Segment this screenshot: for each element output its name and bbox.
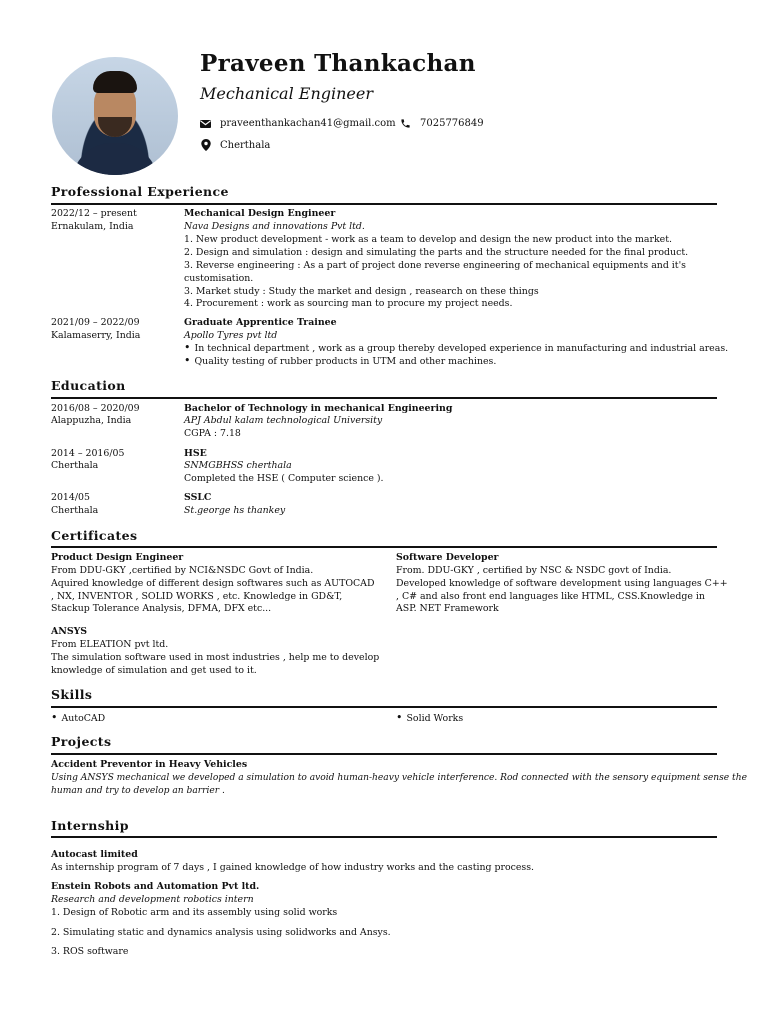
certificate-line: From. DDU-GKY , certified by NSC & NSDC govt of India. [396,565,672,576]
section-divider [51,546,717,548]
project-description-line: human and try to develop an barrier . [51,786,225,796]
experience-org: Apollo Tyres pvt ltd [184,330,278,341]
experience-date: 2021/09 – 2022/09 [51,317,140,328]
section-title-experience: Professional Experience [51,184,229,199]
education-school: SNMGBHSS cherthala [184,460,292,471]
certificate-line: ASP. NET Framework [396,603,499,614]
internship-company: Enstein Robots and Automation Pvt ltd. [51,881,260,892]
experience-line: 3. Market study : Study the market and design , reasearch on these things [184,286,539,297]
experience-line: 3. Reverse engineering : As a part of project done reverse engineering of mechanical equipments and it's [184,260,686,271]
certificate-line: Aquired knowledge of different design softwares such as AUTOCAD [51,578,375,589]
education-date: 2016/08 – 2020/09 [51,403,140,414]
section-title-certificates: Certificates [51,528,138,543]
experience-date: 2022/12 – present [51,208,137,219]
profile-photo [52,57,178,175]
skill-item: • Solid Works [396,712,463,726]
education-place: Alappuzha, India [51,415,132,426]
section-title-skills: Skills [51,687,93,702]
certificate-line: Developed knowledge of software development using languages C++ [396,578,728,589]
certificate-line: Stackup Tolerance Analysis, DFMA, DFX etc... [51,603,272,614]
certificate-name: Software Developer [396,552,499,563]
education-date: 2014 – 2016/05 [51,448,125,459]
skill-item: • AutoCAD [51,712,105,726]
email-icon [200,120,211,128]
section-divider [51,753,717,755]
education-place: Cherthala [51,505,99,516]
experience-position: Graduate Apprentice Trainee [184,317,337,328]
experience-place: Kalamaserry, India [51,330,141,341]
experience-line: customisation. [184,273,254,284]
section-divider [51,706,717,708]
certificate-line: From ELEATION pvt ltd. [51,639,169,650]
experience-bullet: • In technical department , work as a group thereby developed experience in manufacturing and industrial areas. [184,342,728,356]
education-school: APJ Abdul kalam technological University [184,415,383,426]
certificate-line: The simulation software used in most industries , help me to develop [51,652,380,663]
section-title-projects: Projects [51,734,112,749]
experience-bullet: • Quality testing of rubber products in UTM and other machines. [184,355,496,369]
certificate-name: Product Design Engineer [51,552,184,563]
section-divider [51,203,717,205]
certificate-line: , C# and also front end languages like HTML, CSS.Knowledge in [396,591,705,602]
internship-line: 2. Simulating static and dynamics analysis using solidworks and Ansys. [51,927,391,938]
location-text: Cherthala [220,139,271,151]
location-pin-icon [201,139,211,151]
project-description-line: Using ANSYS mechanical we developed a simulation to avoid human-heavy vehicle interference. Rod connected with the sensory equipment sense the [51,773,747,783]
candidate-role: Mechanical Engineer [200,84,374,103]
internship-line: 1. Design of Robotic arm and its assembly using solid works [51,907,338,918]
education-place: Cherthala [51,460,99,471]
internship-company: Autocast limited [51,849,138,860]
phone-icon [400,118,411,129]
email-contact[interactable] [200,118,396,129]
project-name: Accident Preventor in Heavy Vehicles [51,759,248,770]
certificate-name: ANSYS [51,626,88,637]
experience-line: 4. Procurement : work as sourcing man to procure my project needs. [184,298,513,309]
location-contact [201,139,270,151]
education-note: Completed the HSE ( Computer science ). [184,473,384,484]
section-divider [51,836,717,838]
phone-text: 7025776849 [420,118,484,129]
experience-org: Nava Designs and innovations Pvt ltd. [184,221,365,232]
experience-line: 2. Design and simulation : design and simulating the parts and the structure needed for the final product. [184,247,689,258]
experience-position: Mechanical Design Engineer [184,208,336,219]
certificate-line: , NX, INVENTOR , SOLID WORKS , etc. Knowledge in GD&T, [51,591,343,602]
section-divider [51,397,717,399]
education-school: St.george hs thankey [184,505,286,516]
section-title-internship: Internship [51,818,129,833]
candidate-name: Praveen Thankachan [200,50,476,77]
phone-contact[interactable] [400,118,484,129]
education-degree: HSE [184,448,207,459]
education-note: CGPA : 7.18 [184,428,241,439]
experience-place: Ernakulam, India [51,221,134,232]
education-date: 2014/05 [51,492,90,503]
email-text: praveenthankachan41@gmail.com [220,118,396,129]
internship-line: 3. ROS software [51,946,129,957]
internship-role: Research and development robotics intern [51,894,254,905]
education-degree: Bachelor of Technology in mechanical Engineering [184,403,453,414]
section-title-education: Education [51,378,126,393]
education-degree: SSLC [184,492,212,503]
internship-description: As internship program of 7 days , I gained knowledge of how industry works and the casting process. [51,862,535,873]
certificate-line: knowledge of simulation and get used to it. [51,665,257,676]
certificate-line: From DDU-GKY ,certified by NCI&NSDC Govt of India. [51,565,314,576]
experience-line: 1. New product development - work as a team to develop and design the new product into the market. [184,234,672,245]
